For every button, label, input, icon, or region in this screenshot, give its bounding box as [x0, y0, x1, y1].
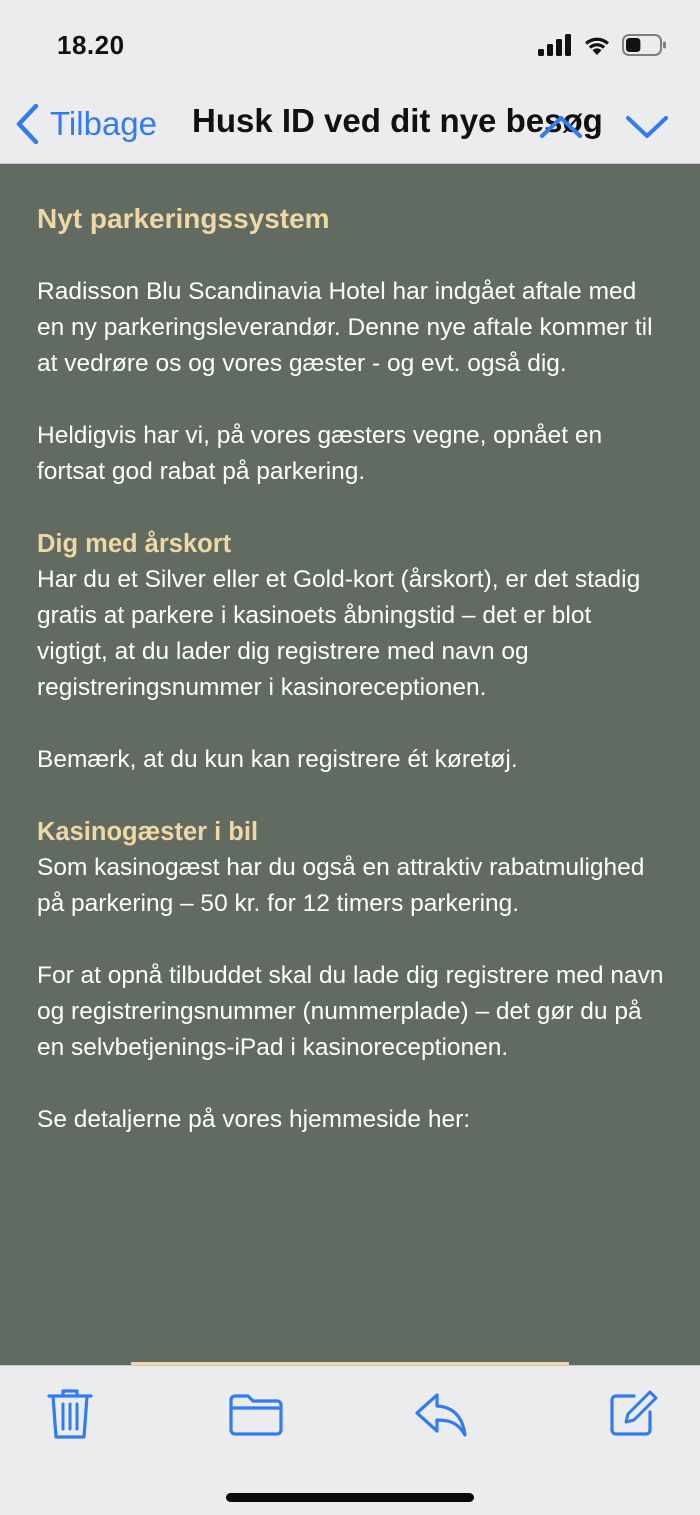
chevron-down-icon [624, 106, 670, 146]
discount-paragraph: Heldigvis har vi, på vores gæsters vegne, opnået en fortsat god rabat på parkering. [37, 422, 603, 485]
battery-icon [622, 33, 668, 57]
trash-icon [47, 1387, 93, 1441]
previous-message-button[interactable] [538, 106, 584, 146]
back-label: Tilbage [50, 105, 158, 142]
bottom-toolbar [0, 1365, 700, 1515]
navigation-bar [0, 88, 700, 164]
chevron-left-icon [14, 102, 40, 146]
chevron-up-icon [538, 106, 584, 146]
signal-icon [538, 34, 572, 56]
next-message-button[interactable] [624, 106, 670, 146]
email-body [37, 201, 667, 1174]
compose-button[interactable] [602, 1386, 662, 1442]
details-paragraph: Se detaljerne på vores hjemmeside her: [37, 1106, 471, 1133]
reply-button[interactable] [410, 1386, 472, 1442]
status-bar [0, 0, 700, 88]
move-to-folder-button[interactable] [224, 1386, 288, 1442]
delete-button[interactable] [40, 1386, 100, 1442]
back-button[interactable] [14, 100, 157, 148]
compose-icon [606, 1388, 658, 1440]
reply-icon [413, 1391, 469, 1437]
section-heading-casino-guests: Kasinogæster i bil [37, 818, 259, 846]
intro-paragraph: Radisson Blu Scandinavia Hotel har indgået aftale med en ny parkeringsleverandør. Denne nye aftale kommer til at vedrøre os og vores gæster - og evt. også dig. [37, 278, 653, 377]
vehicle-note: Bemærk, at du kun kan registrere ét køretøj. [37, 746, 518, 773]
section-heading-annual-card: Dig med årskort [37, 530, 232, 558]
wifi-icon [582, 33, 612, 57]
email-content[interactable] [0, 165, 700, 1365]
registration-paragraph: For at opnå tilbuddet skal du lade dig registrere med navn og registreringsnummer (nummerplade) – det gør du på en selvbetjenings-iPad i kasinoreceptionen. [37, 962, 664, 1061]
message-title: Husk ID ved dit nye besøg [192, 102, 603, 139]
status-time: 18.20 [57, 30, 125, 60]
folder-icon [228, 1392, 284, 1436]
home-indicator [226, 1493, 474, 1502]
casino-guests-paragraph: Som kasinogæst har du også en attraktiv rabatmulighed på parkering – 50 kr. for 12 timers parkering. [37, 854, 645, 917]
status-icons [538, 32, 668, 58]
email-heading: Nyt parkeringssystem [37, 203, 330, 234]
annual-card-paragraph: Har du et Silver eller et Gold-kort (årskort), er det stadig gratis at parkere i kasinoets åbningstid – det er blot vigtigt, at du lader dig registrere med navn og registreringsnummer i kasinoreceptionen. [37, 566, 641, 701]
